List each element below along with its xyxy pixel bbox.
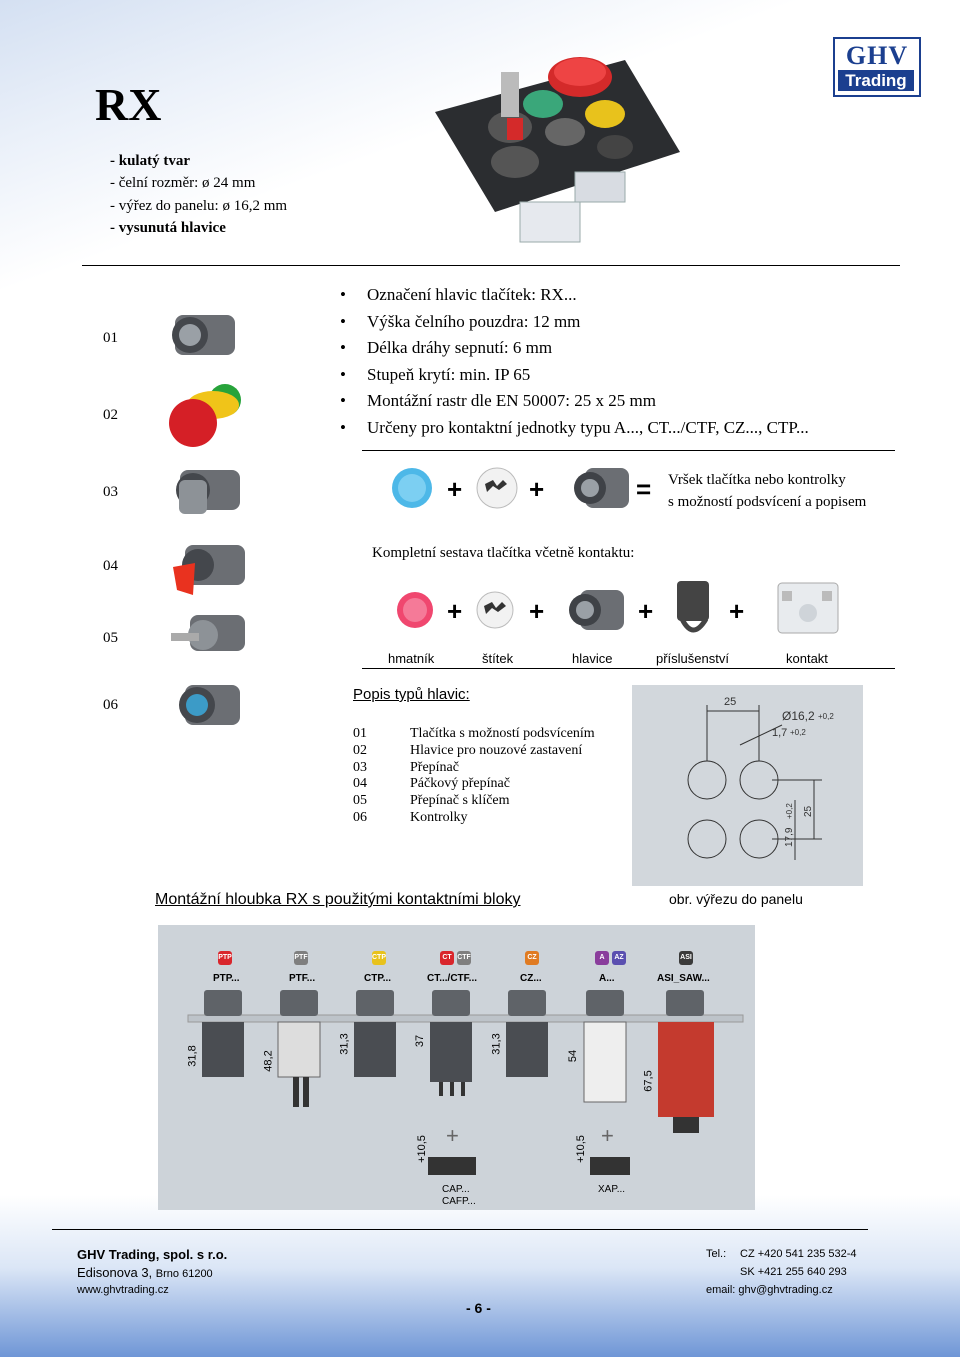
- column-label: CZ...: [520, 973, 542, 984]
- type-text: Přepínač s klíčem: [410, 793, 510, 809]
- page-number: - 6 -: [466, 1300, 491, 1316]
- set-label-cap: hmatník: [388, 651, 435, 666]
- feature-4: - vysunutá hlavice: [110, 220, 226, 236]
- spec-list: [340, 282, 809, 442]
- footer-company: GHV Trading, spol. s r.o.: [77, 1247, 228, 1262]
- chip-a: A: [595, 951, 609, 965]
- feature-2: - čelní rozměr: ø 24 mm: [110, 175, 256, 191]
- extension-dim: +10,5: [574, 1135, 587, 1163]
- extension-labels-cap: [442, 1184, 476, 1208]
- depth-dim: 31,8: [186, 1045, 199, 1067]
- chip-ptp: PTP: [218, 951, 232, 965]
- head-icon: [569, 590, 624, 630]
- plus-sign: +: [446, 1123, 459, 1148]
- footer-email: email: ghv@ghvtrading.cz: [706, 1284, 833, 1296]
- chip-ptf: PTF: [294, 951, 308, 965]
- equation-images: [385, 460, 665, 520]
- footer-city: Brno 61200: [155, 1268, 213, 1280]
- footer-tel-label: Tel.:: [706, 1248, 727, 1260]
- company-logo: [833, 37, 921, 97]
- extension-label: XAP...: [598, 1184, 626, 1195]
- footer-address: [77, 1265, 213, 1280]
- extension-dim: +10,5: [415, 1135, 428, 1163]
- footer-web: www.ghvtrading.cz: [77, 1284, 169, 1296]
- section-divider: [82, 265, 900, 266]
- type-text: Přepínač: [410, 759, 459, 775]
- spec-item: • Výška čelního pouzdra: 12 mm: [340, 309, 809, 336]
- equals-sign: =: [636, 474, 652, 504]
- column-label: PTF...: [289, 973, 316, 984]
- result-line-2: s možností podsvícení a popisem: [668, 494, 867, 510]
- chip-asi: ASI: [679, 951, 693, 965]
- spec-item: • Délka dráhy sepnutí: 6 mm: [340, 335, 809, 362]
- depth-dim: 48,2: [262, 1050, 275, 1072]
- type-text: Hlavice pro nouzové zastavení: [410, 742, 583, 758]
- chip-ctp: CTP: [372, 951, 386, 965]
- complete-set-heading: Kompletní sestava tlačítka včetně kontaktu:: [372, 545, 635, 561]
- chip-az: AZ: [612, 951, 626, 965]
- dim-small: 1,7: [772, 727, 788, 739]
- panel-cutout-drawing: [632, 685, 863, 886]
- depth-heading: Montážní hloubka RX s použitými kontaktními bloky: [155, 891, 521, 908]
- equation-result: [668, 469, 866, 513]
- thumb-toggle-switch: [173, 545, 245, 595]
- chip-ctf: CTF: [457, 951, 471, 965]
- chip-ct: CT: [440, 951, 454, 965]
- depth-dim: 31,3: [338, 1033, 351, 1055]
- set-label-accessory: příslušenství: [656, 651, 729, 666]
- spec-item: • Označení hlavic tlačítek: RX...: [340, 282, 809, 309]
- type-code: 03: [353, 759, 367, 775]
- footer-divider: [52, 1229, 868, 1230]
- head-icon: [574, 468, 629, 508]
- feature-3: - výřez do panelu: ø 16,2 mm: [110, 198, 288, 214]
- type-text: Páčkový přepínač: [410, 776, 510, 792]
- row-number: 03: [103, 484, 118, 500]
- thumb-key-switch: [171, 615, 245, 651]
- dim-height-tol: +0,2: [785, 803, 794, 819]
- spec-item: • Montážní rastr dle EN 50007: 25 x 25 mm: [340, 388, 809, 415]
- cutout-caption: obr. výřezu do panelu: [669, 891, 803, 907]
- depth-dim: 37: [414, 1034, 427, 1048]
- label-plate-icon: [477, 592, 513, 628]
- row-number: 06: [103, 697, 118, 713]
- plus-sign: +: [601, 1123, 614, 1148]
- column-label: CT.../CTF...: [427, 973, 477, 984]
- row-number: 01: [103, 330, 118, 346]
- thumb-illuminated-button: [172, 315, 235, 355]
- accessory-icon: [677, 581, 709, 630]
- plus-sign: +: [729, 596, 745, 626]
- contact-block-icon: [778, 583, 838, 633]
- column-label: CTP...: [364, 973, 392, 984]
- depth-dim: 67,5: [642, 1070, 655, 1092]
- type-text: Tlačítka s možností podsvícením: [410, 726, 595, 741]
- label-plate-icon: [477, 468, 517, 508]
- depth-dim: 31,3: [490, 1033, 503, 1055]
- extension-label: CAFP...: [442, 1196, 476, 1207]
- chip-cz: CZ: [525, 951, 539, 965]
- dim-small-tol: +0,2: [790, 728, 806, 737]
- button-cap-icon: [397, 592, 433, 628]
- plus-sign: +: [529, 596, 545, 626]
- logo-text-ghv: GHV: [845, 41, 909, 70]
- thumb-emergency-stop: [169, 383, 241, 447]
- footer-street: Edisonova 3,: [77, 1265, 153, 1280]
- footer-tel-sk: SK +421 255 640 293: [740, 1266, 847, 1278]
- plus-sign: +: [529, 474, 545, 504]
- spec-item: • Určeny pro kontaktní jednotky typu A..., CT.../CTF, CZ..., CTP...: [340, 415, 809, 442]
- lens-icon: [392, 468, 432, 508]
- depth-blocks: [158, 985, 755, 1210]
- page-title: RX: [95, 79, 162, 130]
- dim-grid-v: 25: [803, 805, 814, 817]
- footer-tel-cz: CZ +420 541 235 532-4: [740, 1248, 857, 1260]
- depth-dim: 54: [567, 1049, 580, 1063]
- result-line-1: Vršek tlačítka nebo kontrolky: [668, 472, 846, 488]
- types-heading: Popis typů hlavic:: [353, 686, 470, 703]
- set-label-plate: štítek: [482, 651, 514, 666]
- dim-height: 17,9: [784, 827, 795, 847]
- set-divider: [362, 668, 895, 669]
- plus-sign: +: [447, 474, 463, 504]
- feature-1: - kulatý tvar: [110, 153, 190, 169]
- logo-text-trading: Trading: [838, 70, 914, 91]
- row-number: 04: [103, 558, 118, 574]
- thumb-indicator-light: [179, 685, 240, 725]
- column-label: ASI_SAW...: [657, 973, 710, 984]
- dim-grid: 25: [724, 696, 737, 708]
- thumb-selector: [176, 470, 240, 514]
- spec-divider: [362, 450, 895, 451]
- contact-type-chips: [203, 951, 738, 965]
- types-table: [353, 726, 613, 827]
- dim-diameter: Ø16,2: [782, 709, 815, 723]
- column-label: A...: [599, 973, 615, 984]
- set-label-head: hlavice: [572, 651, 613, 666]
- product-panel-photo: [425, 52, 685, 247]
- set-label-contact: kontakt: [786, 651, 828, 666]
- type-code: 01: [353, 726, 367, 741]
- extension-label: CAP...: [442, 1184, 470, 1195]
- head-type-thumbnails: [165, 305, 255, 745]
- dim-diameter-tol: +0,2: [818, 712, 834, 721]
- row-number: 05: [103, 630, 118, 646]
- column-label: PTP...: [213, 973, 240, 984]
- type-text: Kontrolky: [410, 809, 468, 825]
- plus-sign: +: [447, 596, 463, 626]
- type-code: 04: [353, 776, 367, 792]
- mounting-depth-drawing: [158, 925, 755, 1210]
- type-code: 06: [353, 809, 367, 825]
- type-code: 02: [353, 742, 367, 758]
- type-code: 05: [353, 793, 367, 809]
- spec-item: • Stupeň krytí: min. IP 65: [340, 362, 809, 389]
- row-number: 02: [103, 407, 118, 423]
- plus-sign: +: [638, 596, 654, 626]
